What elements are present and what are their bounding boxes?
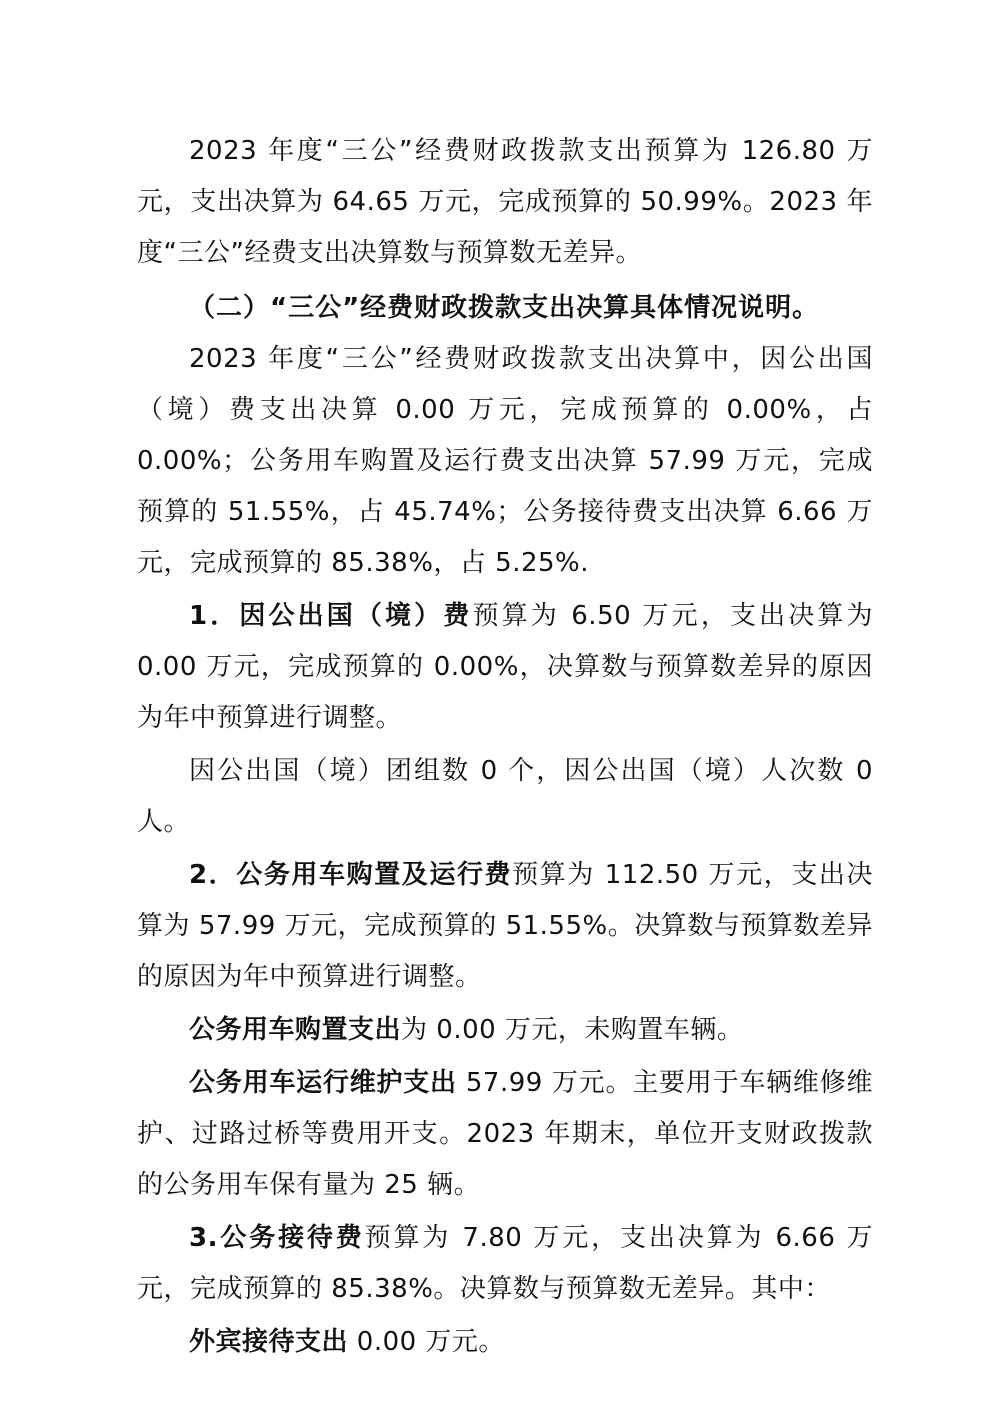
item-1-sub-paragraph: 因公出国（境）团组数 0 个，因公出国（境）人次数 0 人。	[137, 756, 873, 837]
item-3-sub1-lead: 外宾接待支出	[189, 1327, 349, 1357]
item-2-sub2-lead: 公务用车运行维护支出	[189, 1068, 457, 1098]
summary-paragraph: 2023 年度“三公”经费财政拨款支出预算为 126.80 万元，支出决算为 64.65 万元，完成预算的 50.99%。2023 年度“三公”经费支出决算数与预算数无差异。	[137, 136, 873, 268]
item-2-lead: 2．公务用车购置及运行费	[189, 860, 513, 890]
details-paragraph: 2023 年度“三公”经费财政拨款支出决算中，因公出国（境）费支出决算 0.00 万元，完成预算的 0.00%，占 0.00%；公务用车购置及运行费支出决算 57.99 万元，完成预算的 51.55%，占 45.74%；公务接待费支出决算 6.66 万元，完成预算的 85.38%，占 5.25%.	[137, 344, 873, 578]
item-3-text: 预算为 7.80 万元，支出决算为 6.66 万元，完成预算的 85.38%。决算数与预算数无差异。其中：	[137, 1223, 874, 1304]
item-3-paragraph	[137, 1213, 873, 1315]
document-page	[137, 126, 873, 1368]
item-2-paragraph	[137, 850, 873, 1003]
section-heading: （二）“三公”经费财政拨款支出决算具体情况说明。	[189, 293, 820, 323]
item-2-text: 预算为 112.50 万元，支出决算为 57.99 万元，完成预算的 51.55%。决算数与预算数差异的原因为年中预算进行调整。	[137, 860, 873, 992]
item-3-sub1-text: 0.00 万元。	[348, 1327, 505, 1357]
item-1-text: 预算为 6.50 万元，支出决算为 0.00 万元，完成预算的 0.00%，决算数与预算数差异的原因为年中预算进行调整。	[137, 601, 874, 733]
item-2-sub1-text: 为 0.00 万元，未购置车辆。	[401, 1015, 744, 1045]
item-3-lead: 3.公务接待费	[189, 1223, 365, 1253]
item-2-sub1-paragraph	[137, 1005, 873, 1056]
item-2-sub2-paragraph	[137, 1058, 873, 1211]
item-1-paragraph	[137, 591, 873, 744]
item-2-sub1-lead: 公务用车购置支出	[189, 1015, 402, 1045]
item-1-lead: 1．因公出国（境）费	[189, 601, 473, 631]
item-2-sub2-text: 57.99 万元。主要用于车辆维修维护、过路过桥等费用开支。2023 年期末，单位开支财政拨款的公务用车保有量为 25 辆。	[137, 1068, 873, 1200]
item-3-sub1-paragraph	[137, 1317, 873, 1368]
